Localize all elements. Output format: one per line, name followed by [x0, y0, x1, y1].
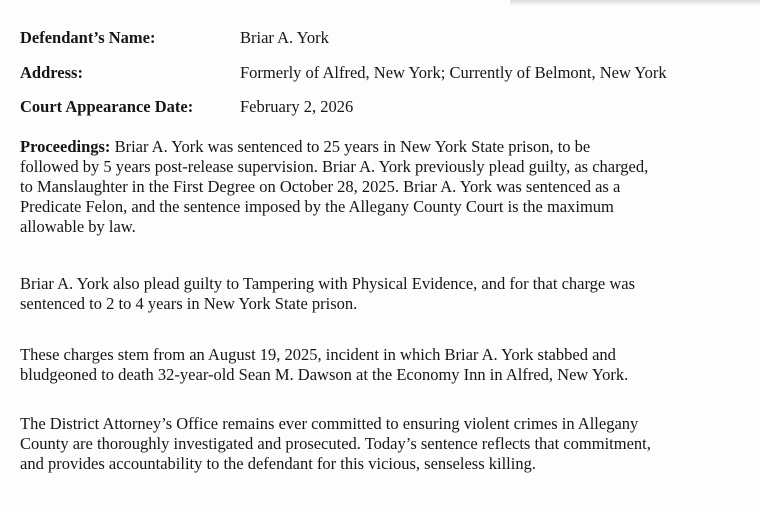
proceedings-line: to Manslaughter in the First Degree on October 28, 2025. Briar A. York was sentenced as a: [20, 177, 621, 196]
proceedings-line: Predicate Felon, and the sentence imposed by the Allegany County Court is the maximum: [20, 197, 614, 216]
tampering-paragraph: [20, 274, 732, 314]
proceedings-line: followed by 5 years post-release supervision. Briar A. York previously plead guilty, as charged,: [20, 157, 649, 176]
paragraph-line: and provides accountability to the defendant for this vicious, senseless killing.: [20, 454, 536, 473]
proceedings-line: allowable by law.: [20, 217, 136, 236]
paragraph-line: County are thoroughly investigated and prosecuted. Today’s sentence reflects that commitment,: [20, 434, 651, 453]
proceedings-label: Proceedings:: [20, 137, 111, 156]
paragraph-line: Briar A. York also plead guilty to Tampering with Physical Evidence, and for that charge was: [20, 274, 636, 293]
district-attorney-paragraph: [20, 414, 732, 474]
scan-shadow: [510, 0, 760, 6]
paragraph-line: The District Attorney’s Office remains ever committed to ensuring violent crimes in Allegany: [20, 414, 639, 433]
defendant-name-value: Briar A. York: [240, 28, 329, 47]
proceedings-paragraph: [20, 137, 732, 237]
paragraph-line: bludgeoned to death 32-year-old Sean M. Dawson at the Economy Inn in Alfred, New York.: [20, 365, 629, 384]
address-label: Address:: [20, 63, 83, 82]
paragraph-line: These charges stem from an August 19, 2025, incident in which Briar A. York stabbed and: [20, 345, 616, 364]
incident-paragraph: [20, 345, 732, 385]
court-date-value: February 2, 2026: [240, 97, 354, 116]
proceedings-line: [20, 137, 732, 157]
address-value: Formerly of Alfred, New York; Currently of Belmont, New York: [240, 63, 667, 82]
paragraph-line: sentenced to 2 to 4 years in New York State prison.: [20, 294, 358, 313]
proceedings-text: Briar A. York was sentenced to 25 years in New York State prison, to be: [110, 137, 591, 156]
court-date-label: Court Appearance Date:: [20, 97, 194, 116]
defendant-name-label: Defendant’s Name:: [20, 28, 156, 47]
